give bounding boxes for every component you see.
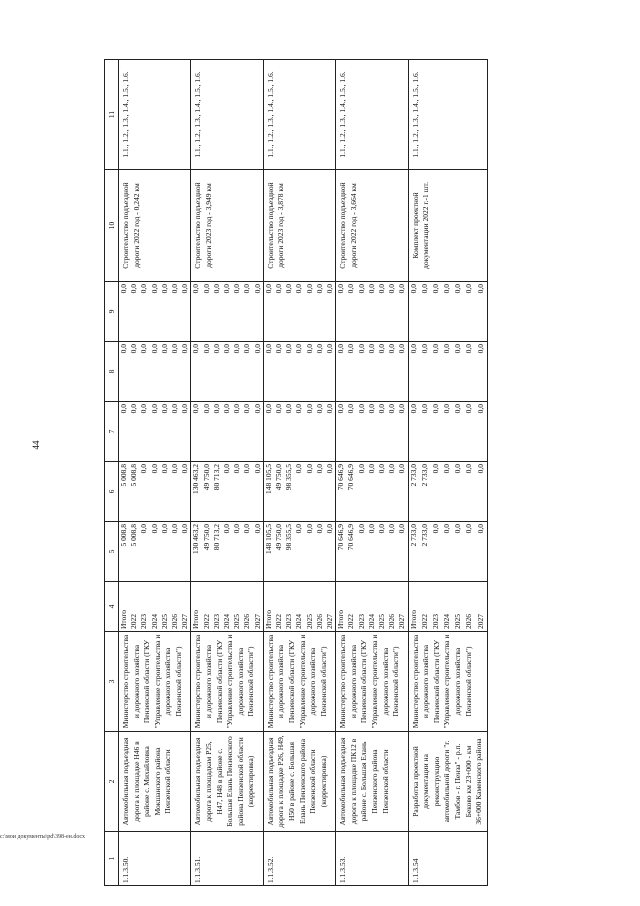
amount-cell: 0,0 [202,282,212,342]
amount-cell: 0,0 [191,282,202,342]
year-cell: 2027 [476,582,488,632]
year-cell: 2025 [232,582,242,632]
amount-cell: 0,0 [170,342,180,402]
year-cell: 2023 [212,582,222,632]
amount-cell: 0,0 [453,282,464,342]
amount-cell: 80 713,2 [212,522,222,582]
event-name: Автомобильная подъездная дорога к площадке Р26, Н49, Н50 в районе с. Большая Елань Пензенского района Пензенской области (корректировка) [263,732,335,832]
col-header: 1 [105,832,119,886]
amount-cell: 0,0 [325,522,336,582]
amount-cell: 70 646,9 [336,522,347,582]
amount-cell: 0,0 [212,402,222,462]
amount-cell: 0,0 [315,522,325,582]
amount-cell: 0,0 [242,342,252,402]
amount-cell: 0,0 [357,462,367,522]
amount-cell: 0,0 [253,402,264,462]
amount-cell: 0,0 [242,522,252,582]
amount-cell: 0,0 [367,522,377,582]
amount-cell: 0,0 [464,462,475,522]
year-cell: 2022 [129,582,139,632]
amount-cell: 0,0 [232,282,242,342]
col-header: 5 [105,522,119,582]
amount-cell: 0,0 [222,462,232,522]
row-number: 1.1.3.51. [191,832,263,886]
amount-cell: 70 646,9 [336,462,347,522]
indicators: 1.1., 1.2., 1.3., 1.4., 1.5., 1.6. [263,60,335,170]
amount-cell: 0,0 [129,402,139,462]
amount-cell: 0,0 [464,282,475,342]
amount-cell: 0,0 [232,342,242,402]
amount-cell: 0,0 [305,282,315,342]
amount-cell: 130 463,2 [191,462,202,522]
amount-cell: 0,0 [191,402,202,462]
year-cell: 2022 [274,582,284,632]
amount-cell: 0,0 [170,522,180,582]
amount-cell: 0,0 [284,402,294,462]
year-cell: 2024 [294,582,304,632]
year-cell: 2024 [222,582,232,632]
amount-cell: 0,0 [119,402,130,462]
amount-cell: 0,0 [242,462,252,522]
amount-cell: 0,0 [387,402,397,462]
amount-cell: 0,0 [263,282,274,342]
amount-cell: 0,0 [129,282,139,342]
amount-cell: 0,0 [253,282,264,342]
year-cell: 2022 [202,582,212,632]
amount-cell: 0,0 [212,342,222,402]
amount-cell: 0,0 [150,462,160,522]
amount-cell: 0,0 [315,462,325,522]
amount-cell: 0,0 [180,282,191,342]
col-header: 11 [105,60,119,170]
event-name: Автомобильная подъездная дорога к площадке ПК12 в районе с. Большая Елань Пензенского района Пензенской области [336,732,408,832]
amount-cell: 0,0 [336,342,347,402]
amount-cell: 0,0 [476,462,488,522]
program-table [104,59,488,886]
amount-cell: 0,0 [464,402,475,462]
amount-cell: 0,0 [377,402,387,462]
amount-cell: 0,0 [357,342,367,402]
executor: Министерство строительства и дорожного хозяйства Пензенской области (ГКУ "Управление строительства и дорожного хозяйства Пензенской области") [408,632,487,732]
event-name: Автомобильная подъездная дорога к площадкам Р25, Н47, Н48 в районе с. Большая Елань Пензенского района Пензенской области (корректировка) [191,732,263,832]
amount-cell: 0,0 [222,522,232,582]
amount-cell: 0,0 [431,402,442,462]
amount-cell: 0,0 [180,462,191,522]
amount-cell: 0,0 [263,342,274,402]
amount-cell: 0,0 [232,402,242,462]
year-cell: 2023 [431,582,442,632]
amount-cell: 0,0 [180,522,191,582]
row-number: 1.1.3.52. [263,832,335,886]
amount-cell: 0,0 [397,462,408,522]
amount-cell: 0,0 [453,462,464,522]
col-header: 10 [105,170,119,282]
amount-cell: 0,0 [346,402,356,462]
amount-cell: 0,0 [325,402,336,462]
year-cell: Итого [408,582,420,632]
amount-cell: 0,0 [294,342,304,402]
result: Комплект проектной документации 2022 г.-1 шт. [408,170,487,282]
amount-cell: 2 733,0 [420,522,431,582]
amount-cell: 0,0 [180,342,191,402]
amount-cell: 0,0 [129,342,139,402]
amount-cell: 49 750,0 [274,462,284,522]
amount-cell: 0,0 [150,342,160,402]
amount-cell: 0,0 [284,282,294,342]
table-row [408,60,420,886]
amount-cell: 0,0 [202,342,212,402]
amount-cell: 0,0 [408,282,420,342]
amount-cell: 5 008,8 [129,462,139,522]
year-cell: 2023 [357,582,367,632]
amount-cell: 0,0 [367,402,377,462]
amount-cell: 0,0 [180,402,191,462]
amount-cell: 0,0 [202,402,212,462]
amount-cell: 0,0 [170,462,180,522]
amount-cell: 0,0 [139,282,149,342]
year-cell: 2026 [315,582,325,632]
amount-cell: 70 646,9 [346,522,356,582]
amount-cell: 0,0 [284,342,294,402]
amount-cell: 0,0 [212,282,222,342]
amount-cell: 0,0 [253,462,264,522]
amount-cell: 0,0 [232,522,242,582]
year-cell: 2027 [253,582,264,632]
amount-cell: 2 733,0 [408,522,420,582]
amount-cell: 0,0 [305,402,315,462]
year-cell: 2026 [242,582,252,632]
year-cell: 2025 [453,582,464,632]
amount-cell: 0,0 [150,522,160,582]
col-header: 7 [105,402,119,462]
amount-cell: 0,0 [222,342,232,402]
amount-cell: 148 105,5 [263,522,274,582]
amount-cell: 0,0 [377,522,387,582]
result: Строительство подъездной дороги 2023 год - 3,949 км [191,170,263,282]
col-header: 4 [105,582,119,632]
col-header: 8 [105,342,119,402]
amount-cell: 0,0 [222,402,232,462]
amount-cell: 0,0 [420,342,431,402]
amount-cell: 0,0 [294,282,304,342]
amount-cell: 0,0 [170,402,180,462]
amount-cell: 0,0 [442,282,453,342]
amount-cell: 0,0 [408,342,420,402]
amount-cell: 0,0 [408,402,420,462]
amount-cell: 0,0 [160,282,170,342]
amount-cell: 0,0 [476,402,488,462]
year-cell: Итого [119,582,130,632]
amount-cell: 2 733,0 [420,462,431,522]
amount-cell: 0,0 [464,342,475,402]
executor: Министерство строительства и дорожного хозяйства Пензенской области (ГКУ "Управление строительства и дорожного хозяйства Пензенской области") [336,632,408,732]
amount-cell: 49 750,0 [202,462,212,522]
amount-cell: 0,0 [431,462,442,522]
amount-cell: 0,0 [294,462,304,522]
amount-cell: 70 646,9 [346,462,356,522]
file-path-footer: c:\мои документы\pd\398-ен.docx [0,834,86,840]
year-cell: 2026 [464,582,475,632]
amount-cell: 0,0 [442,402,453,462]
amount-cell: 0,0 [367,342,377,402]
amount-cell: 0,0 [263,402,274,462]
amount-cell: 98 355,5 [284,462,294,522]
amount-cell: 0,0 [325,462,336,522]
amount-cell: 0,0 [150,402,160,462]
amount-cell: 0,0 [160,462,170,522]
amount-cell: 0,0 [305,522,315,582]
year-cell: Итого [263,582,274,632]
table-row [191,60,202,886]
table-row [263,60,274,886]
year-cell: 2025 [160,582,170,632]
rotated-page [104,20,640,886]
amount-cell: 0,0 [397,282,408,342]
amount-cell: 5 008,8 [119,522,130,582]
amount-cell: 0,0 [222,282,232,342]
amount-cell: 0,0 [377,462,387,522]
indicators: 1.1., 1.2., 1.3., 1.4., 1.5., 1.6. [336,60,408,170]
amount-cell: 0,0 [315,282,325,342]
year-cell: 2022 [420,582,431,632]
amount-cell: 0,0 [420,282,431,342]
amount-cell: 0,0 [442,462,453,522]
year-cell: 2025 [377,582,387,632]
amount-cell: 0,0 [346,342,356,402]
amount-cell: 0,0 [420,402,431,462]
event-name: Разработка проектной документации на реконструкцию автомобильной дороги "г. Тамбов - г. Пенза" - р.п. Беково км 23+000 - км 36+000 Каменского района [408,732,487,832]
amount-cell: 0,0 [160,402,170,462]
amount-cell: 0,0 [325,282,336,342]
col-header: 9 [105,282,119,342]
amount-cell: 0,0 [139,342,149,402]
amount-cell: 0,0 [119,282,130,342]
year-cell: 2026 [387,582,397,632]
amount-cell: 0,0 [377,342,387,402]
year-cell: Итого [191,582,202,632]
amount-cell: 148 105,5 [263,462,274,522]
amount-cell: 0,0 [294,522,304,582]
amount-cell: 0,0 [150,282,160,342]
amount-cell: 0,0 [160,342,170,402]
table-row [336,60,347,886]
amount-cell: 49 750,0 [274,522,284,582]
amount-cell: 130 463,2 [191,522,202,582]
amount-cell: 0,0 [431,282,442,342]
amount-cell: 0,0 [431,522,442,582]
amount-cell: 98 355,5 [284,522,294,582]
year-cell: 2024 [442,582,453,632]
amount-cell: 0,0 [357,402,367,462]
row-number: 1.1.3.50. [119,832,191,886]
amount-cell: 0,0 [397,522,408,582]
year-cell: Итого [336,582,347,632]
amount-cell: 0,0 [191,342,202,402]
year-cell: 2027 [397,582,408,632]
amount-cell: 0,0 [431,342,442,402]
header-row [105,60,119,886]
amount-cell: 0,0 [453,402,464,462]
amount-cell: 0,0 [336,402,347,462]
amount-cell: 0,0 [387,522,397,582]
amount-cell: 0,0 [242,282,252,342]
amount-cell: 0,0 [397,342,408,402]
amount-cell: 0,0 [387,282,397,342]
year-cell: 2023 [284,582,294,632]
amount-cell: 0,0 [139,522,149,582]
amount-cell: 0,0 [274,282,284,342]
amount-cell: 0,0 [294,402,304,462]
year-cell: 2027 [180,582,191,632]
result: Строительство подъездной дороги 2023 год - 3,878 км [263,170,335,282]
amount-cell: 0,0 [170,282,180,342]
amount-cell: 0,0 [397,402,408,462]
amount-cell: 0,0 [305,342,315,402]
amount-cell: 0,0 [357,522,367,582]
amount-cell: 0,0 [367,462,377,522]
col-header: 2 [105,732,119,832]
amount-cell: 0,0 [315,402,325,462]
page-number: 44 [31,440,41,450]
amount-cell: 0,0 [253,522,264,582]
amount-cell: 2 733,0 [408,462,420,522]
amount-cell: 49 750,0 [202,522,212,582]
row-number: 1.1.3.54 [408,832,487,886]
year-cell: 2024 [367,582,377,632]
amount-cell: 0,0 [442,342,453,402]
year-cell: 2025 [305,582,315,632]
amount-cell: 0,0 [442,522,453,582]
amount-cell: 0,0 [476,342,488,402]
executor: Министерство строительства и дорожного хозяйства Пензенской области (ГКУ "Управление строительства и дорожного хозяйства Пензенской области") [191,632,263,732]
amount-cell: 0,0 [253,342,264,402]
amount-cell: 0,0 [139,462,149,522]
executor: Министерство строительства и дорожного хозяйства Пензенской области (ГКУ "Управление строительства и дорожного хозяйства Пензенской области") [263,632,335,732]
amount-cell: 0,0 [274,342,284,402]
event-name: Автомобильная подъездная дорога к площадке Н46 в районе с. Михайловка Мокшанского района Пензенской области [119,732,191,832]
indicators: 1.1., 1.2., 1.3., 1.4., 1.5., 1.6. [119,60,191,170]
amount-cell: 0,0 [274,402,284,462]
year-cell: 2027 [325,582,336,632]
amount-cell: 0,0 [336,282,347,342]
year-cell: 2026 [170,582,180,632]
amount-cell: 0,0 [315,342,325,402]
col-header: 6 [105,462,119,522]
year-cell: 2022 [346,582,356,632]
amount-cell: 0,0 [464,522,475,582]
amount-cell: 0,0 [119,342,130,402]
table-row [119,60,130,886]
amount-cell: 0,0 [305,462,315,522]
amount-cell: 5 008,8 [119,462,130,522]
amount-cell: 0,0 [387,462,397,522]
executor: Министерство строительства и дорожного хозяйства Пензенской области (ГКУ "Управление строительства и дорожного хозяйства Пензенской области") [119,632,191,732]
amount-cell: 0,0 [453,522,464,582]
amount-cell: 0,0 [387,342,397,402]
year-cell: 2023 [139,582,149,632]
result: Строительство подъездной дороги 2022 год - 3,664 км [336,170,408,282]
amount-cell: 0,0 [139,402,149,462]
year-cell: 2024 [150,582,160,632]
amount-cell: 0,0 [367,282,377,342]
indicators: 1.1., 1.2., 1.3., 1.4., 1.5., 1.6. [408,60,487,170]
amount-cell: 80 713,2 [212,462,222,522]
amount-cell: 0,0 [242,402,252,462]
amount-cell: 0,0 [476,282,488,342]
amount-cell: 0,0 [476,522,488,582]
amount-cell: 5 008,8 [129,522,139,582]
amount-cell: 0,0 [232,462,242,522]
indicators: 1.1., 1.2., 1.3., 1.4., 1.5., 1.6. [191,60,263,170]
result: Строительство подъездной дороги 2022 год - 0,242 км [119,170,191,282]
amount-cell: 0,0 [325,342,336,402]
amount-cell: 0,0 [160,522,170,582]
row-number: 1.1.3.53. [336,832,408,886]
col-header: 3 [105,632,119,732]
amount-cell: 0,0 [377,282,387,342]
amount-cell: 0,0 [357,282,367,342]
amount-cell: 0,0 [346,282,356,342]
amount-cell: 0,0 [453,342,464,402]
